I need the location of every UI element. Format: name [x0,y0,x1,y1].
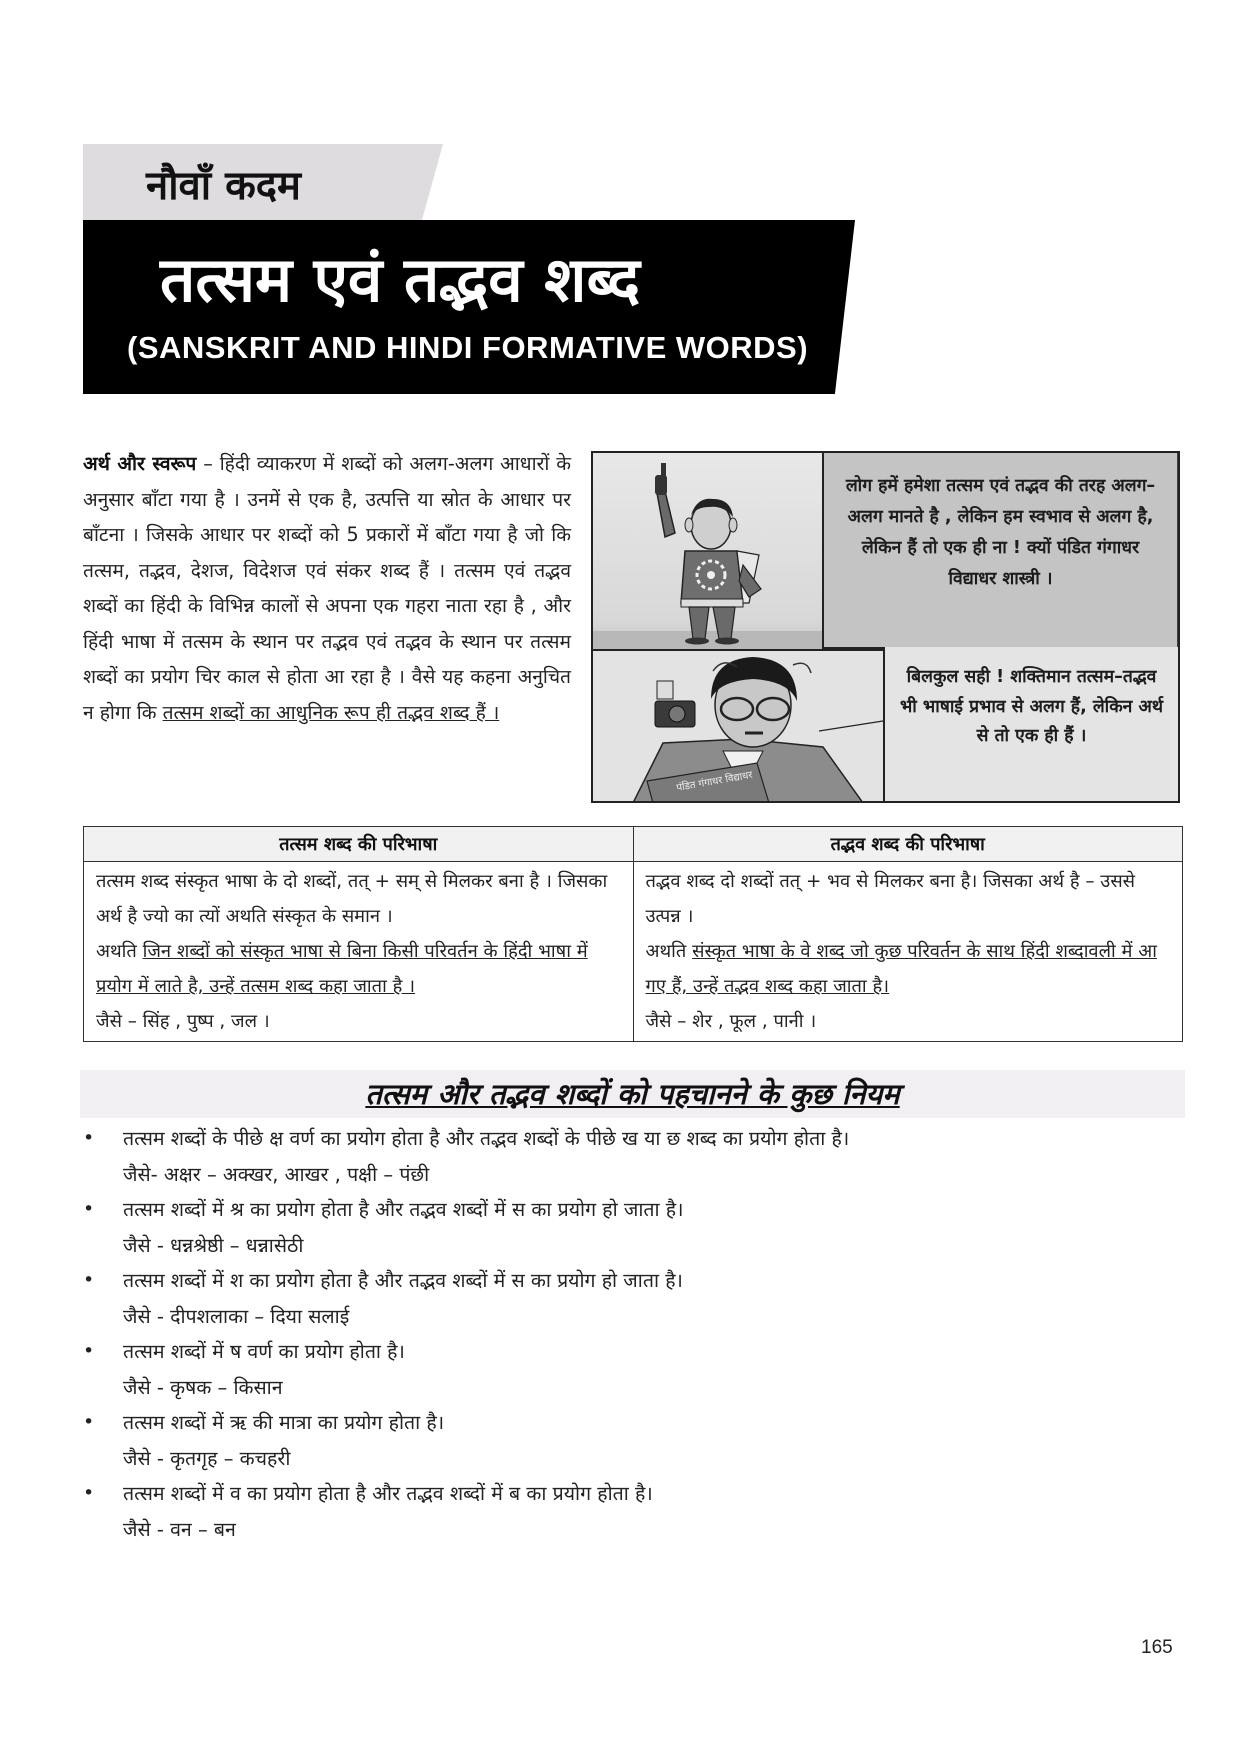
rule-text: तत्सम शब्दों में ष वर्ण का प्रयोग होता है। [123,1340,405,1363]
list-item [83,1405,1183,1476]
rule-example: जैसे - वन – बन [123,1517,236,1541]
list-item [83,1263,1183,1334]
rule-text: तत्सम शब्दों में ऋ की मात्रा का प्रयोग होता है। [123,1411,445,1434]
rule-example: जैसे - धन्नश्रेष्ठी – धन्नासेठी [123,1233,304,1257]
page-number: 165 [1141,1637,1173,1658]
tadbhav-definition-text: तद्भव शब्द दो शब्दों तत् + भव से मिलकर बना है। जिसका अर्थ है – उससे उत्पन्न । [645,871,1136,927]
header-tatsam: तत्सम शब्द की परिभाषा [84,827,634,862]
rule-text: तत्सम शब्दों में व का प्रयोग होता है और तद्भव शब्दों में ब का प्रयोग होता है। [123,1482,653,1505]
bullet-icon: • [83,1482,95,1504]
rule-example: जैसे - कृषक – किसान [123,1375,283,1399]
step-label: नौवाँ कदम [146,163,301,209]
tatsam-definition-cell [84,862,634,1042]
comic-panel-superhero [593,453,824,649]
definitions-table [83,826,1183,1042]
rule-text: तत्सम शब्दों में श्र का प्रयोग होता है और तद्भव शब्दों में स का प्रयोग हो जाता है। [123,1198,684,1221]
rule-text: तत्सम शब्दों के पीछे क्ष वर्ण का प्रयोग होता है और तद्भव शब्दों के पीछे ख या छ शब्द का प्रयोग होता है। [123,1127,850,1150]
comic-panel-speech-2 [883,647,1178,801]
table-row [84,862,1183,1042]
intro-underlined: तत्सम शब्दों का आधुनिक रूप ही तद्भव शब्द हैं । [162,700,500,724]
intro-text: – हिंदी व्याकरण में शब्दों को अलग-अलग आधारों के अनुसार बाँटा गया है । उनमें से एक है, उत्पत्ति या स्रोत के आधार पर बाँटना । जिसके आधार पर शब्दों को 5 प्रकारों में बाँटा गया है जो कि तत्सम, तद्भव, देशज, विदेशज एवं संकर शब्द हैं । तत्सम एवं तद्भव शब्दों का हिंदी के विभिन्न कालों से अपना एक गहरा नाता रहा है , और हिंदी भाषा में तत्सम के स्थान पर तद्भव एवं तद्भव के स्थान पर तत्सम शब्दों का प्रयोग चिर काल से होता आ रहा है । वैसे यह कहना अनुचित न होगा कि [83,452,571,724]
bullet-icon: • [83,1411,95,1433]
tatsam-underlined: जिन शब्दों को संस्कृत भाषा से बिना किसी परिवर्तन के हिंदी भाषा में प्रयोग में लाते है, उन्हें तत्सम शब्द कहा जाता है । [96,941,588,997]
book-label: पंडित गंगाधर विद्याधर [675,769,754,794]
tadbhav-definition-cell [633,862,1183,1042]
speech-text-2: बिलकुल सही ! शक्तिमान तत्सम–तद्भव भी भाषाई प्रभाव से अलग हैं, लेकिन अर्थ से तो एक ही हैं । [899,667,1164,746]
tadbhav-prefix: अथति [645,941,693,962]
rules-title: तत्सम और तद्भव शब्दों को पहचानने के कुछ नियम [365,1077,900,1111]
tadbhav-example: जैसे – शेर , फूल , पानी । [645,1011,817,1032]
tatsam-example: जैसे – सिंह , पुष्प , जल । [96,1011,270,1032]
chapter-title: तत्सम एवं तद्भव शब्द [160,243,641,316]
list-item [83,1334,1183,1405]
rule-example: जैसे- अक्षर – अक्खर, आखर , पक्षी – पंछी [123,1162,430,1186]
bullet-icon: • [83,1127,95,1149]
comic-strip [591,451,1180,803]
intro-paragraph [83,446,571,730]
tadbhav-underlined: संस्कृत भाषा के वे शब्द जो कुछ परिवर्तन के साथ हिंदी शब्दावली में आ गए हैं, उन्हें तद्भव शब्द कहा जाता है। [645,941,1157,997]
table-header-row [84,827,1183,862]
bullet-icon: • [83,1340,95,1362]
chapter-subtitle: (SANSKRIT AND HINDI FORMATIVE WORDS) [127,330,809,365]
list-item [83,1121,1183,1192]
rule-example: जैसे - कृतगृह – कचहरी [123,1446,291,1470]
comic-panel-camera-man [593,649,883,801]
tatsam-definition-text: तत्सम शब्द संस्कृत भाषा के दो शब्दों, तत् + सम् से मिलकर बना है । जिसका अर्थ है ज्यो का त्यों अथति संस्कृत के समान । [96,871,608,927]
rules-list [83,1121,1183,1547]
bullet-icon: • [83,1198,95,1220]
list-item [83,1192,1183,1263]
rule-text: तत्सम शब्दों में श का प्रयोग होता है और तद्भव शब्दों में स का प्रयोग हो जाता है। [123,1269,683,1292]
rule-example: जैसे - दीपशलाका – दिया सलाई [123,1304,350,1328]
bullet-icon: • [83,1269,95,1291]
man-with-camera-illustration [593,651,883,801]
tatsam-prefix: अथति [96,941,143,962]
superhero-illustration [593,453,824,649]
header-tadbhav: तद्भव शब्द की परिभाषा [633,827,1183,862]
comic-panel-speech-1 [824,453,1178,649]
intro-lead: अर्थ और स्वरूप [83,452,197,475]
speech-text-1: लोग हमें हमेशा तत्सम एवं तद्भव की तरह अलग–अलग मानते है , लेकिन हम स्वभाव से अलग है, लेकिन हैं तो एक ही ना ! क्यों पंडित गंगाधर विद्याधर शास्त्री । [845,476,1156,589]
list-item [83,1476,1183,1547]
